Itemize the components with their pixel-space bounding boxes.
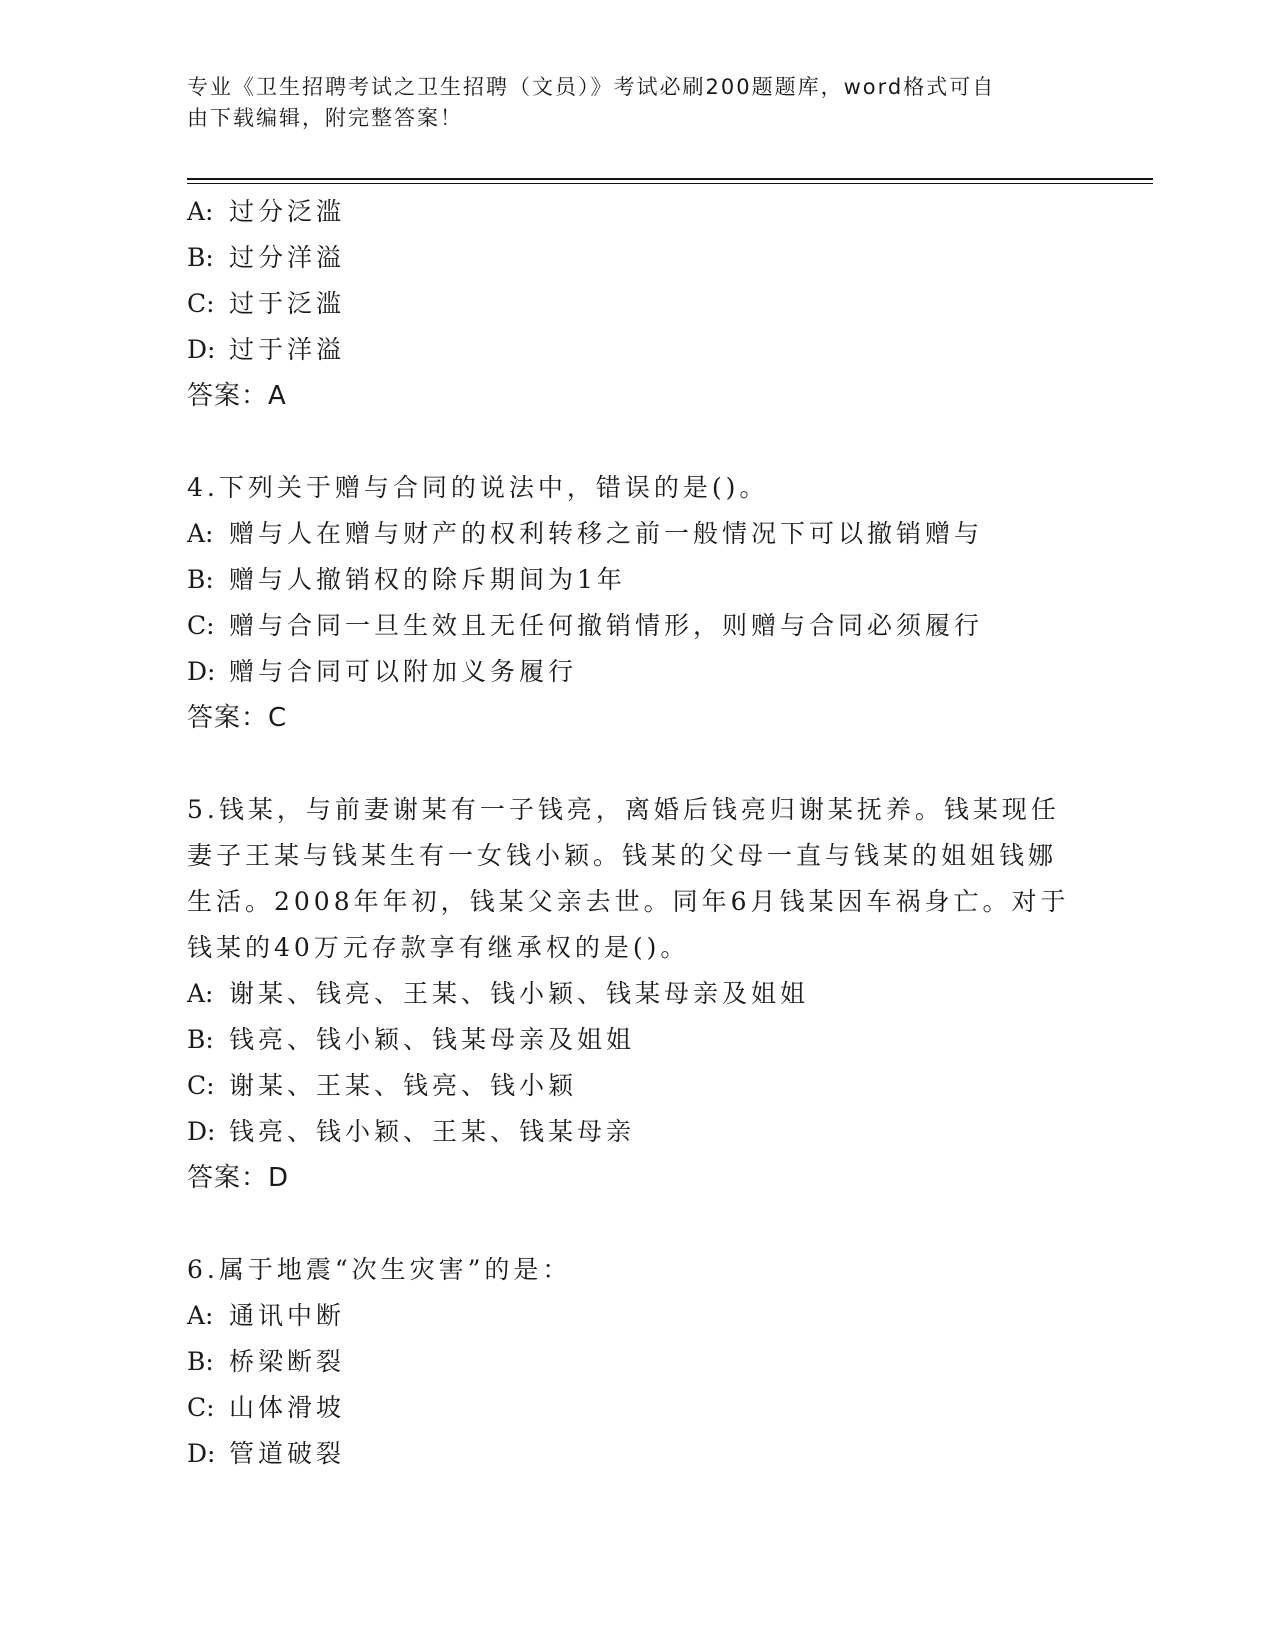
option-text: 过分泛滥 bbox=[229, 197, 346, 226]
option-label: A: bbox=[187, 1301, 214, 1330]
option-label: B: bbox=[187, 565, 214, 594]
spacer bbox=[187, 419, 1087, 465]
answer-line: 答案：A bbox=[187, 381, 287, 411]
option-a bbox=[187, 511, 1087, 557]
option-b bbox=[187, 235, 1087, 281]
header-line-2: 由下载编辑，附完整答案！ bbox=[187, 106, 463, 130]
option-text: 赠与合同一旦生效且无任何撤销情形，则赠与合同必须履行 bbox=[229, 611, 984, 640]
option-a bbox=[187, 1293, 1087, 1339]
option-c bbox=[187, 281, 1087, 327]
option-label: C: bbox=[187, 1393, 215, 1422]
option-label: D: bbox=[187, 335, 216, 364]
option-text: 谢某、王某、钱亮、钱小颖 bbox=[229, 1071, 578, 1100]
option-d bbox=[187, 1431, 1087, 1477]
header-line-1: 专业《卫生招聘考试之卫生招聘（文员）》考试必刷200题题库，word格式可自 bbox=[187, 75, 996, 99]
question-stem-line: 妻子王某与钱某生有一女钱小颖。钱某的父母一直与钱某的姐姐钱娜 bbox=[187, 841, 1058, 870]
question-stem: 4.下列关于赠与合同的说法中，错误的是()。 bbox=[187, 473, 769, 502]
option-text: 钱亮、钱小颖、王某、钱某母亲 bbox=[229, 1117, 636, 1146]
option-label: A: bbox=[187, 197, 214, 226]
option-label: C: bbox=[187, 1071, 215, 1100]
option-label: D: bbox=[187, 1439, 216, 1468]
question-stem-line: 5.钱某，与前妻谢某有一子钱亮，离婚后钱亮归谢某抚养。钱某现任 bbox=[187, 795, 1060, 824]
answer-line: 答案：D bbox=[187, 1163, 290, 1193]
option-c bbox=[187, 1063, 1087, 1109]
option-label: A: bbox=[187, 519, 214, 548]
option-text: 桥梁断裂 bbox=[229, 1347, 346, 1376]
option-a bbox=[187, 971, 1087, 1017]
option-text: 管道破裂 bbox=[229, 1439, 346, 1468]
question-5 bbox=[187, 787, 1087, 1201]
option-label: C: bbox=[187, 611, 215, 640]
spacer bbox=[187, 1201, 1087, 1247]
option-text: 通讯中断 bbox=[229, 1301, 346, 1330]
option-b bbox=[187, 1339, 1087, 1385]
header-rule-thin bbox=[187, 183, 1153, 184]
question-4 bbox=[187, 465, 1087, 741]
question-stem: 6.属于地震“次生灾害”的是： bbox=[187, 1255, 572, 1284]
option-text: 山体滑坡 bbox=[229, 1393, 346, 1422]
option-label: B: bbox=[187, 243, 214, 272]
option-c bbox=[187, 1385, 1087, 1431]
question-3 bbox=[187, 189, 1087, 419]
question-stem-line: 生活。2008年年初，钱某父亲去世。同年6月钱某因车祸身亡。对于 bbox=[187, 887, 1070, 916]
option-text: 赠与人撤销权的除斥期间为1年 bbox=[229, 565, 626, 594]
option-text: 过于泛滥 bbox=[229, 289, 346, 318]
option-text: 谢某、钱亮、王某、钱小颖、钱某母亲及姐姐 bbox=[229, 979, 810, 1008]
spacer bbox=[187, 741, 1087, 787]
option-a bbox=[187, 189, 1087, 235]
option-text: 过于洋溢 bbox=[229, 335, 346, 364]
option-text: 赠与合同可以附加义务履行 bbox=[229, 657, 578, 686]
option-text: 钱亮、钱小颖、钱某母亲及姐姐 bbox=[229, 1025, 636, 1054]
question-list bbox=[187, 189, 1087, 1477]
option-d bbox=[187, 1109, 1087, 1155]
option-text: 赠与人在赠与财产的权利转移之前一般情况下可以撤销赠与 bbox=[229, 519, 984, 548]
question-stem-line: 钱某的40万元存款享有继承权的是()。 bbox=[187, 933, 690, 962]
option-label: B: bbox=[187, 1347, 214, 1376]
header-rule-thick bbox=[187, 178, 1153, 180]
option-label: C: bbox=[187, 289, 215, 318]
document-header bbox=[187, 72, 1067, 134]
option-label: A: bbox=[187, 979, 214, 1008]
option-text: 过分洋溢 bbox=[229, 243, 346, 272]
answer-line: 答案：C bbox=[187, 703, 288, 733]
option-c bbox=[187, 603, 1087, 649]
option-label: D: bbox=[187, 1117, 216, 1146]
option-b bbox=[187, 1017, 1087, 1063]
option-d bbox=[187, 327, 1087, 373]
option-label: D: bbox=[187, 657, 216, 686]
option-b bbox=[187, 557, 1087, 603]
option-label: B: bbox=[187, 1025, 214, 1054]
option-d bbox=[187, 649, 1087, 695]
question-6 bbox=[187, 1247, 1087, 1477]
